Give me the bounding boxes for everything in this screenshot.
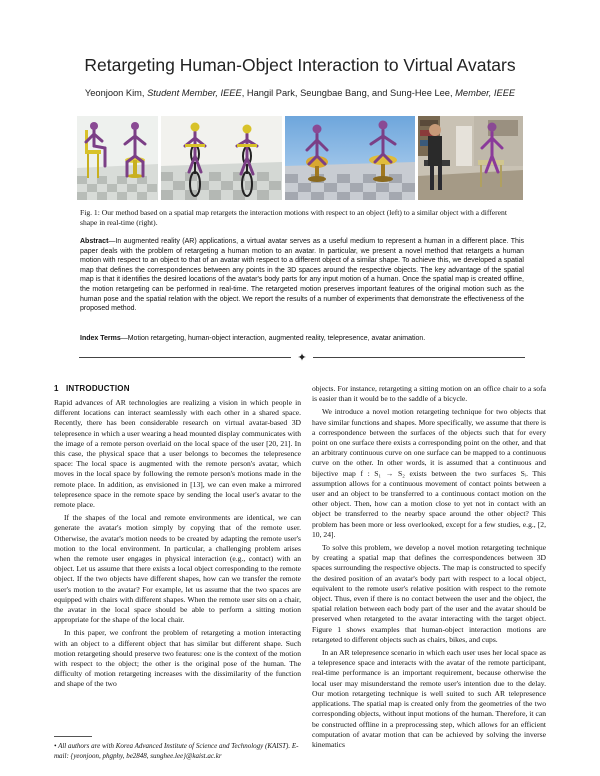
figure-caption: Fig. 1: Our method based on a spatial map retargets the interaction motions with respect to an object (left) to a similar object with a different shape in real-time (right).: [80, 208, 507, 227]
paragraph: In an AR telepresence scenario in which each user uses her local space as a telepresence space and interacts with the avatar of the remote participant, real-time performance is an important requirement, because otherwise the local user may misunderstand the remote user's intention due to the delay. Our motion retargeting technique is well suited to such AR telepresence applications. The spatial map is created only from the geometries of the two corresponding objects, without input motions of the human. Therefore, it can be constructed offline in a preprocessing step, which allows for an efficient computation of avatar motion that can be achieved by solving the inverse kinematics: [312, 648, 546, 749]
figure-panel-chairs: [77, 116, 158, 200]
separator-line-left: [79, 357, 291, 358]
paragraph: Rapid advances of AR technologies are realizing a vision in which people in different locations can interact seamlessly with each other in a shared space. Recently, there has been considerable research on virtual avatar-based 3D telepresence in which a user wearing a head mounted display communicates with the image of a remote person overlaid on the local space of the user [20, 21]. In this case, the physical space that a user belongs to becomes the telepresence space: The local space is augmented with the remote person's avatar, which moves in the local space by following the remote person's motions made in the remote place. In addition, as envisioned in [13], we can even make a mirrored telepresence space in the remote space by sending the local user's avatar to the remote place.: [54, 398, 301, 510]
figure-panel-pommel: [285, 116, 415, 200]
footnote-rule: [54, 736, 92, 737]
footnote: • All authors are with Korea Advanced Institute of Science and Technology (KAIST). E-mail: {yeonjoon, phgphy, be2848, sunghee.lee}@kaist.ac.kr: [54, 742, 299, 760]
body-column-left: [54, 398, 301, 693]
separator-line-right: [313, 357, 525, 358]
paragraph: To solve this problem, we develop a novel motion retargeting technique by creating a spatial map that defines the correspondences between 3D spaces surrounding the respective objects. The map is constructed to specify the desired position of an avatar's body part with respect to a local object, equivalent to the remote user's relative position with respect to the remote object. Thus, even if there is no contact between the user and the object, the spatial relation between each body part of the user and the avatar should be preserved when retargeted to the avatar interacting with the target object. Figure 1 shows examples that human-object interaction motions are retargeted to different objects such as chairs, bikes, and cups.: [312, 543, 546, 644]
abstract: [80, 237, 524, 314]
separator-diamond-icon: ✦: [297, 351, 307, 364]
section-heading: [54, 384, 130, 393]
paragraph: If the shapes of the local and remote environments are identical, we can generate the avatar's motion simply by copying that of the remote user. Otherwise, the avatar's motion needs to be created by adapting the remote user's motion to the local environment. In particular, a challenging problem arises when the remote user engages in physical interaction (e.g., contact) with an object. Let us assume that there exists a local object corresponding to the remote object. If the two objects have different shapes, how can we transfer the remote user's motion to the avatar? For example, let us assume that the two spaces are equipped with chairs with different shapes. When the remote user sits on a chair, the avatar in the local space should be able to perform a sitting motion appropriate for the shape of the local chair.: [54, 513, 301, 625]
paragraph: objects. For instance, retargeting a sitting motion on an office chair to a sofa is easier than it would be to the saddle of a bicycle.: [312, 384, 546, 404]
section-title: INTRODUCTION: [65, 384, 130, 393]
paragraph: We introduce a novel motion retargeting technique for two objects that have similar functions and shapes. More specifically, we assume that there is a correspondence between the surfaces of the objects such that for every point on one surface there exists a corresponding point on the other, and that an arbitrary continuous curve on one surface can be mapped to a continuous curve on the other. In other words, it is assumed that a continuous and bijective map f : S₁ → S₂ exists between the two surfaces Sᵢ. This assumption allows for a continuous movement of contact points between a user and an object to be transferred to a continuous contact motion on the other object. Then, how can a motion close to yet not in contact with an object be transferred to the nearby space around the other object? This problem has been more or less overlooked, except for a few studies, e.g., [2, 10, 24].: [312, 407, 546, 539]
figure-panel-ar-room: [418, 116, 523, 200]
section-separator: [79, 352, 525, 364]
author-1-membership: Student Member, IEEE: [147, 88, 242, 98]
last-author-membership: Member, IEEE: [455, 88, 516, 98]
index-terms-label: Index Terms: [80, 335, 121, 342]
paragraph: In this paper, we confront the problem of retargeting a motion interacting with an object to a different object that has similar but different shape. Such motion retargeting should preserve two features: one is the context of the motion with respect to the object; the other is the original pose of the human. The difficulty of motion retargeting increases with the dissimilarity of the function and shape of the two: [54, 628, 301, 689]
paper-title: Retargeting Human-Object Interaction to Virtual Avatars: [84, 55, 516, 75]
other-authors: , Hangil Park, Seungbae Bang, and Sung-Hee Lee,: [241, 88, 453, 98]
section-number: 1: [54, 384, 59, 393]
abstract-text: —In augmented reality (AR) applications, a virtual avatar serves as a useful medium to represent a human in a different place. This paper deals with the problem of retargeting a human motion to an avatar. In particular, we present a novel method that retargets a human motion with respect to an object to that of an avatar with respect to a different object of a similar shape. To achieve this, we developed a spatial map that defines the correspondences between any points in the 3D spaces around the respective objects. The key advantage of the spatial map is that it identifies the desired locations of the avatar's body parts for any input motion of a human. Once the spatial map is created offline, the motion retargeting can be performed in real-time. The retargeted motion preserves important features of the original motion such as the human pose and the spatial relation with the object. We report the results of a number of experiments that demonstrate the effectiveness of the proposed method.: [80, 238, 524, 313]
figure-panel-bikes: [161, 116, 282, 200]
index-terms-text: —Motion retargeting, human-object interaction, augmented reality, telepresence, avatar animation.: [120, 335, 426, 342]
teaser-figure: [77, 116, 523, 200]
author-list: [0, 88, 600, 98]
abstract-label: Abstract: [80, 238, 109, 245]
body-column-right: [312, 384, 546, 753]
author-1: Yeonjoon Kim,: [84, 88, 145, 98]
index-terms: [80, 334, 524, 344]
